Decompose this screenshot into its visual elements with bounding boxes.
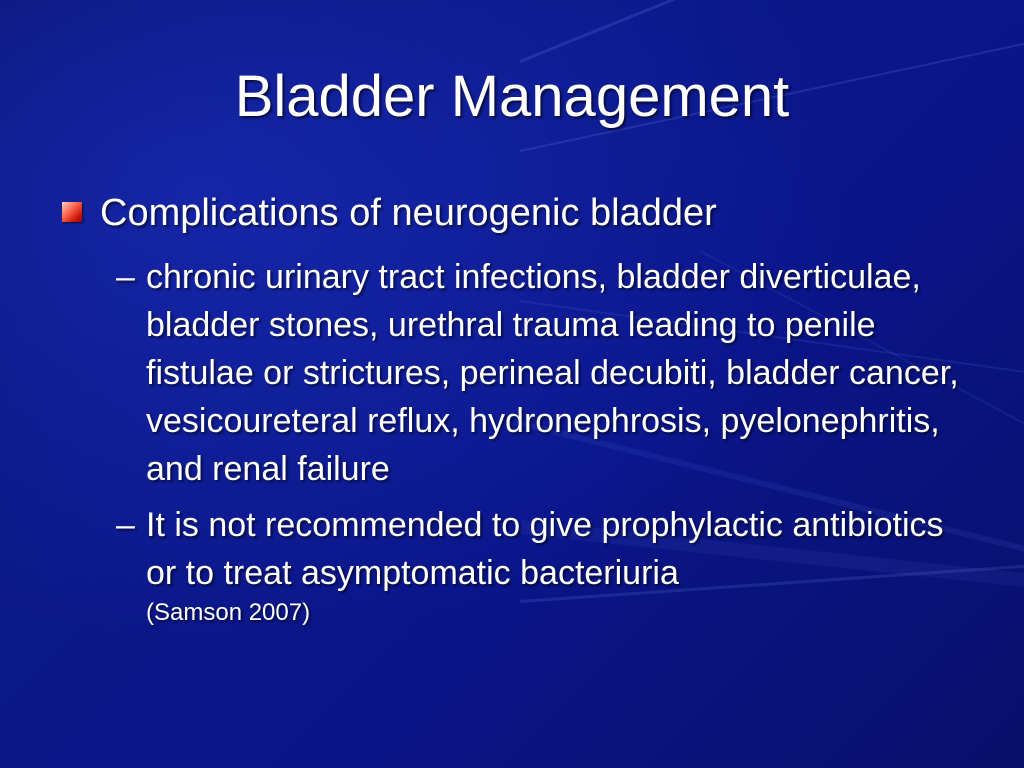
main-bullet-text: Complications of neurogenic bladder [100,192,717,234]
main-bullet [62,188,982,238]
background-streak [519,0,1024,63]
sub-bullet-text: It is not recommended to give prophylactic antibiotics or to treat asymptomatic bacteriuria [146,506,944,592]
sub-bullet-item [116,253,976,493]
dash-bullet-icon: – [116,258,135,296]
sub-bullet-list [116,253,976,637]
square-bullet-icon [62,202,82,222]
slide-title: Bladder Management [234,64,790,129]
citation: (Samson 2007) [146,599,311,626]
dash-bullet-icon: – [116,506,135,544]
sub-bullet-text: chronic urinary tract infections, bladder diverticulae, bladder stones, urethral trauma leading to penile fistulae or strictures, perineal decubiti, bladder cancer, vesicoureteral reflux, hydronephrosis, pyelonephritis, and renal failure [146,258,959,488]
sub-bullet-item [116,501,976,629]
sub-bullet-content [146,501,976,629]
